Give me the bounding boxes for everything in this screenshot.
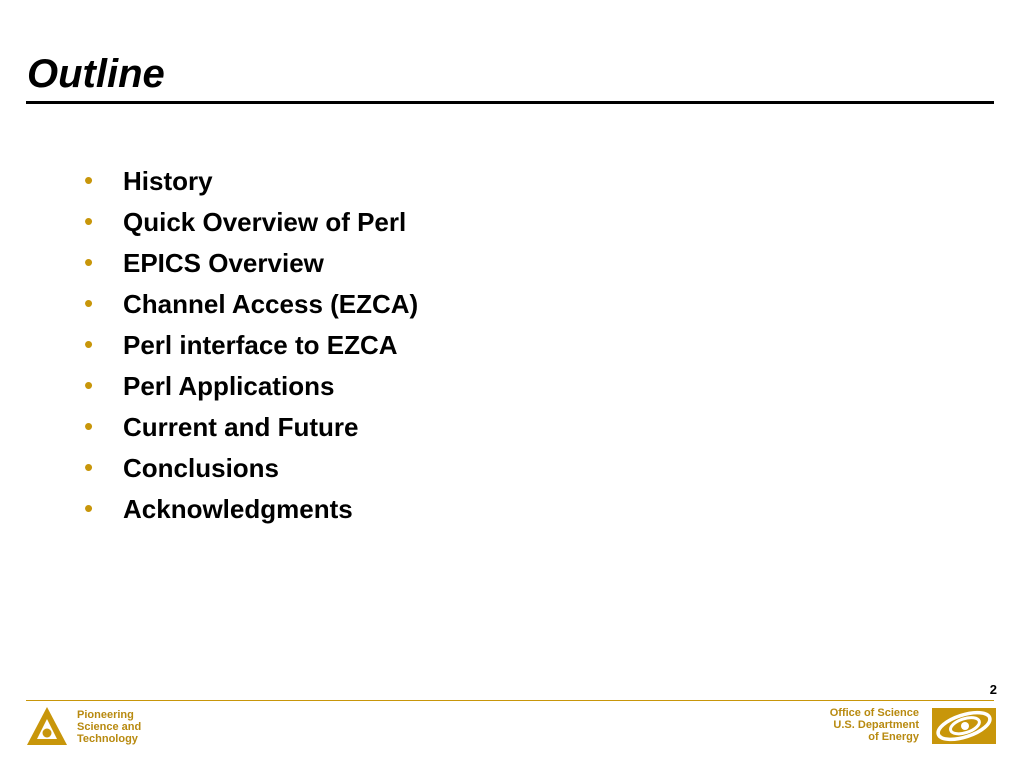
- list-item: • History: [84, 162, 418, 203]
- slide-title: Outline: [27, 52, 165, 96]
- list-item: • Channel Access (EZCA): [84, 285, 418, 326]
- bullet-icon: •: [84, 452, 94, 482]
- bullet-icon: •: [84, 247, 94, 277]
- argonne-logo-icon: [26, 706, 68, 746]
- page-number: 2: [989, 682, 997, 697]
- bullet-icon: •: [84, 329, 94, 359]
- bullet-icon: •: [84, 288, 94, 318]
- footer-divider: [26, 700, 994, 701]
- list-item: • Perl interface to EZCA: [84, 326, 418, 367]
- doe-office-of-science-logo-icon: [932, 708, 996, 744]
- bullet-icon: •: [84, 165, 94, 195]
- list-item: • EPICS Overview: [84, 244, 418, 285]
- list-item: • Perl Applications: [84, 367, 418, 408]
- bullet-icon: •: [84, 370, 94, 400]
- list-item: • Acknowledgments: [84, 490, 418, 531]
- bullet-icon: •: [84, 206, 94, 236]
- title-divider: [26, 101, 994, 104]
- list-item: • Conclusions: [84, 449, 418, 490]
- footer-doe-text: Office of Science U.S. Department of Energy: [829, 707, 919, 743]
- list-item: • Quick Overview of Perl: [84, 203, 418, 244]
- footer-tagline: Pioneering Science and Technology: [77, 709, 142, 745]
- outline-list: [84, 162, 418, 531]
- list-item: • Current and Future: [84, 408, 418, 449]
- bullet-icon: •: [84, 493, 94, 523]
- bullet-icon: •: [84, 411, 94, 441]
